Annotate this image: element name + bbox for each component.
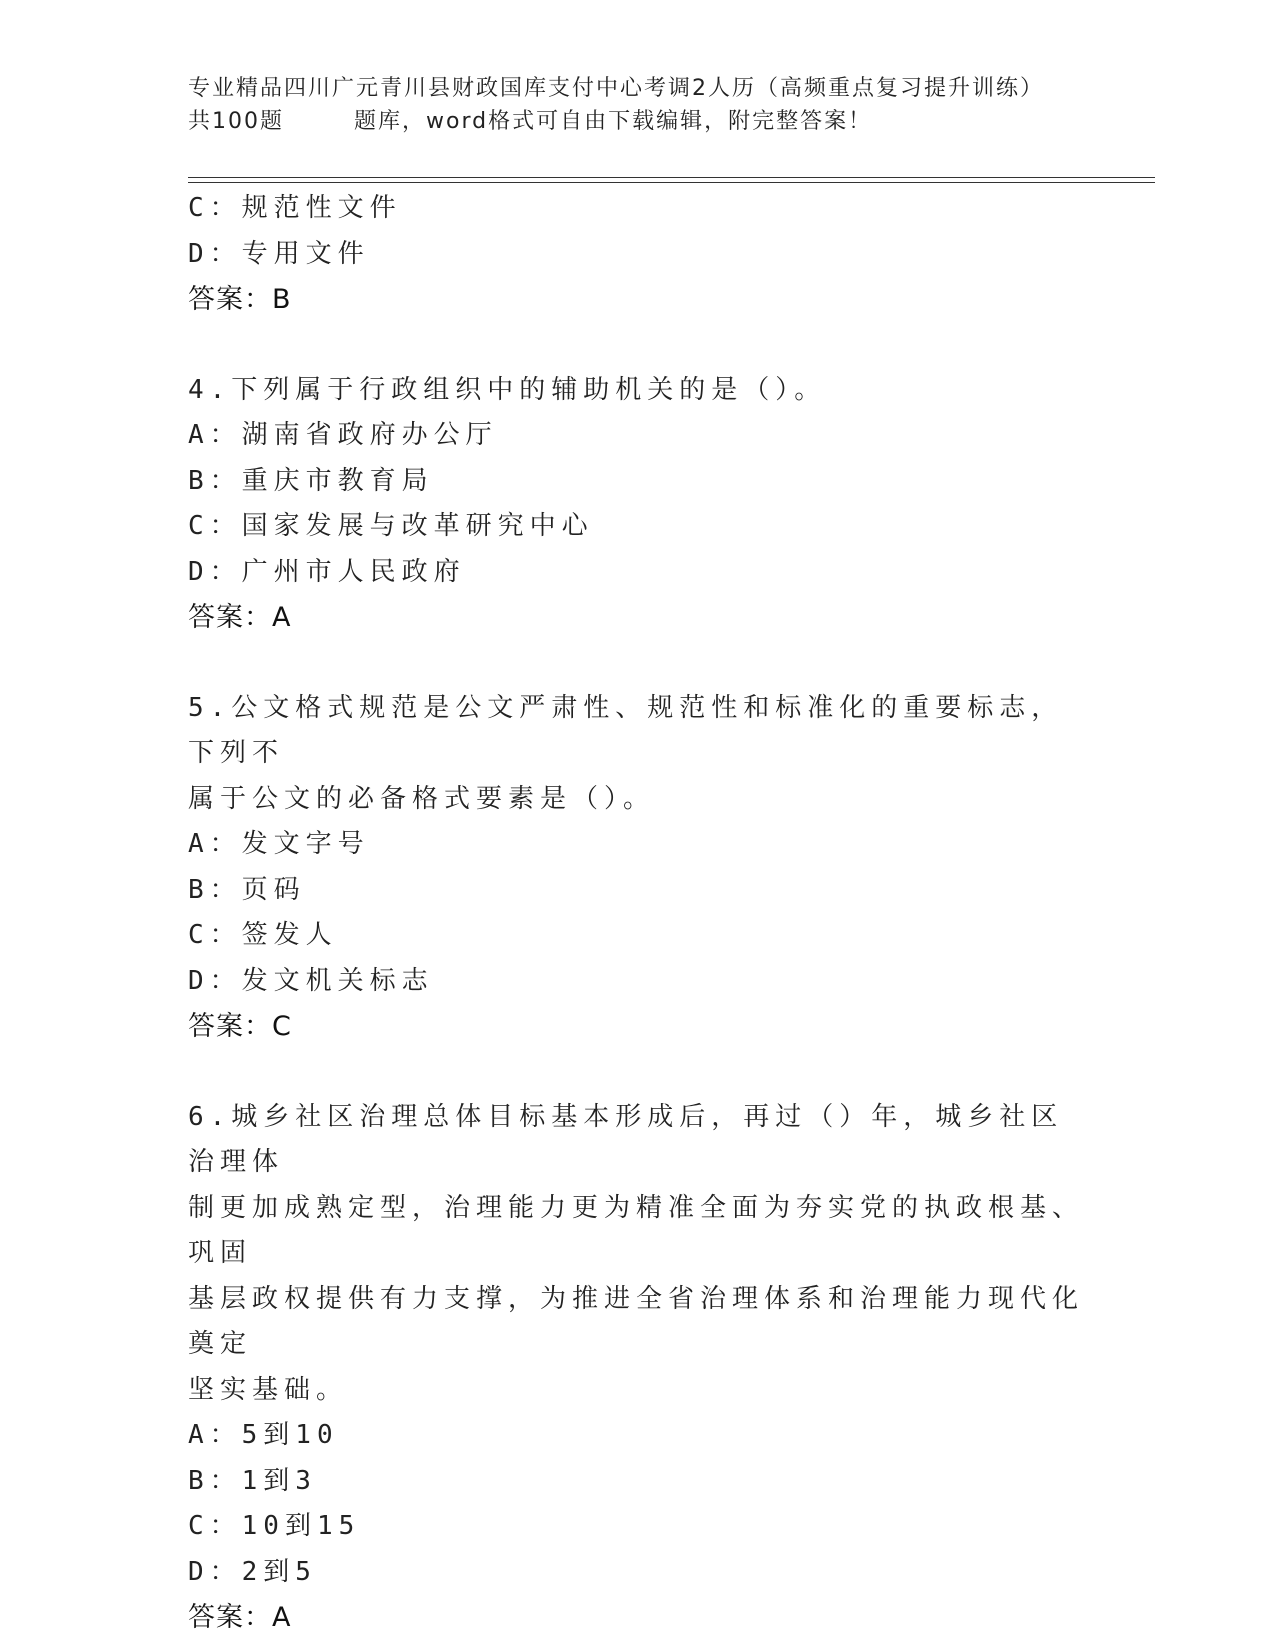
option-d: D：2到5 (188, 1556, 317, 1587)
option-d: D：广州市人民政府 (188, 556, 466, 587)
option-a: A：发文字号 (188, 829, 370, 859)
option-b: B：1到3 (188, 1465, 317, 1496)
document-header (188, 72, 1088, 138)
option-c: C：国家发展与改革研究中心 (188, 511, 594, 541)
question-text: 4.下列属于行政组织中的辅助机关的是（）。 (188, 374, 827, 405)
question-block-4 (188, 368, 1088, 641)
header-title: 专业精品四川广元青川县财政国库支付中心考调2人历（高频重点复习提升训练） (188, 76, 1044, 101)
option-c: C：10到15 (188, 1511, 361, 1541)
header-question-count: 共100题 (188, 109, 284, 134)
question-text-line: 6.城乡社区治理总体目标基本形成后，再过（）年，城乡社区治理体 (188, 1101, 1064, 1177)
question-block-5 (188, 686, 1088, 1050)
option-b: B：页码 (188, 874, 306, 905)
answer-line: 答案：B (188, 284, 292, 315)
answer-line: 答案：C (188, 1011, 292, 1042)
question-text-line: 制更加成熟定型，治理能力更为精准全面为夯实党的执政根基、巩固 (188, 1192, 1085, 1268)
option-a: A：5到10 (188, 1420, 339, 1450)
option-a: A：湖南省政府办公厅 (188, 420, 498, 450)
option-b: B：重庆市教育局 (188, 465, 434, 496)
answer-line: 答案：A (188, 602, 292, 633)
question-block-3 (188, 186, 1088, 323)
option-d: D：发文机关标志 (188, 965, 434, 996)
header-subtitle (188, 105, 1088, 138)
question-list (188, 186, 1088, 1641)
option-c: C：签发人 (188, 920, 338, 950)
question-text-line: 基层政权提供有力支撑，为推进全省治理体系和治理能力现代化奠定 (188, 1283, 1085, 1359)
question-block-6 (188, 1095, 1088, 1641)
option-d: D：专用文件 (188, 238, 370, 269)
option-c: C：规范性文件 (188, 193, 402, 223)
question-text-line: 属于公文的必备格式要素是（）。 (188, 783, 656, 814)
question-text-line: 5.公文格式规范是公文严肃性、规范性和标准化的重要标志，下列不 (188, 692, 1064, 768)
header-divider-bottom (188, 182, 1155, 183)
header-format-note: 题库，word格式可自由下载编辑，附完整答案！ (354, 109, 873, 134)
question-text-line: 坚实基础。 (188, 1374, 349, 1405)
answer-line: 答案：A (188, 1602, 292, 1633)
header-divider-top (188, 177, 1155, 178)
